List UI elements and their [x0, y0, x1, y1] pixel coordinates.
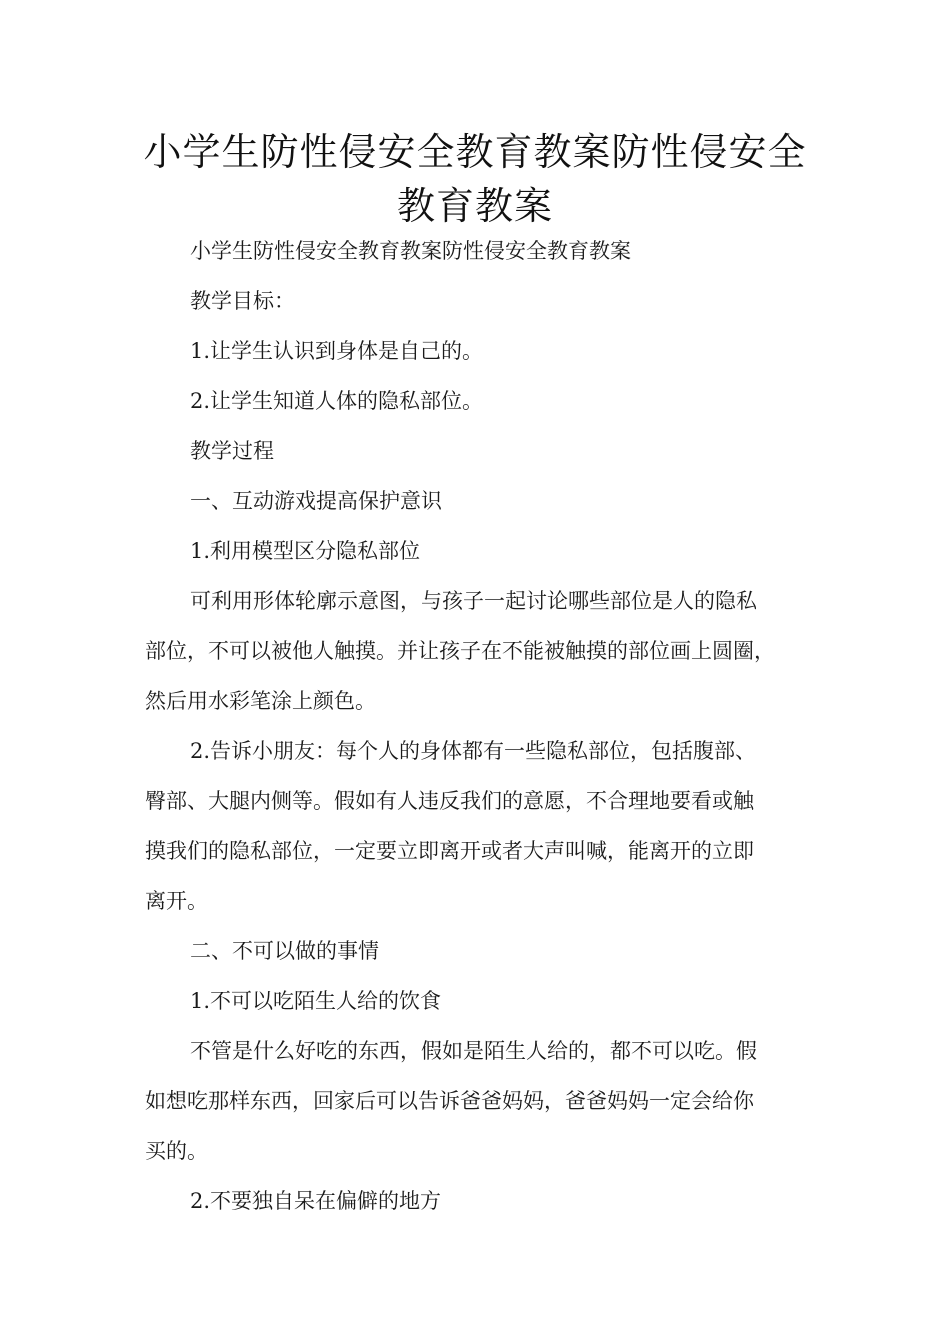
section-2-item-1-heading: 1.不可以吃陌生人给的饮食 [190, 989, 442, 1013]
document-title-line-2: 教育教案 [396, 184, 553, 228]
goals-heading: 教学目标： [190, 289, 295, 313]
section-2-heading: 二、不可以做的事情 [190, 939, 379, 963]
section-1-item-2-line-1: 2.告诉小朋友：每个人的身体都有一些隐私部位，包括腹部、 [190, 739, 757, 763]
document-title-line-1: 小学生防性侵安全教育教案防性侵安全 [143, 130, 807, 174]
section-2-item-1-line-2: 如想吃那样东西，回家后可以告诉爸爸妈妈，爸爸妈妈一定会给你 [145, 1089, 754, 1113]
section-2-item-2-heading: 2.不要独自呆在偏僻的地方 [190, 1189, 442, 1213]
section-1-heading: 一、互动游戏提高保护意识 [190, 489, 442, 513]
section-1-item-1-line-2: 部位，不可以被他人触摸。并让孩子在不能被触摸的部位画上圆圈， [145, 639, 775, 663]
goal-item-2: 2.让学生知道人体的隐私部位。 [190, 389, 484, 413]
section-2-item-1-line-3: 买的。 [145, 1139, 208, 1163]
section-1-item-2-line-2: 臀部、大腿内侧等。假如有人违反我们的意愿，不合理地要看或触 [145, 789, 754, 813]
document-subtitle: 小学生防性侵安全教育教案防性侵安全教育教案 [190, 239, 631, 263]
section-1-item-1-heading: 1.利用模型区分隐私部位 [190, 539, 421, 563]
section-1-item-2-line-3: 摸我们的隐私部位，一定要立即离开或者大声叫喊，能离开的立即 [145, 839, 754, 863]
section-1-item-2-line-4: 离开。 [145, 889, 208, 913]
section-1-item-1-line-3: 然后用水彩笔涂上颜色。 [145, 689, 376, 713]
section-1-item-1-line-1: 可利用形体轮廓示意图，与孩子一起讨论哪些部位是人的隐私 [190, 589, 757, 613]
process-heading: 教学过程 [190, 439, 274, 463]
goal-item-1: 1.让学生认识到身体是自己的。 [190, 339, 484, 363]
section-2-item-1-line-1: 不管是什么好吃的东西，假如是陌生人给的，都不可以吃。假 [190, 1039, 757, 1063]
